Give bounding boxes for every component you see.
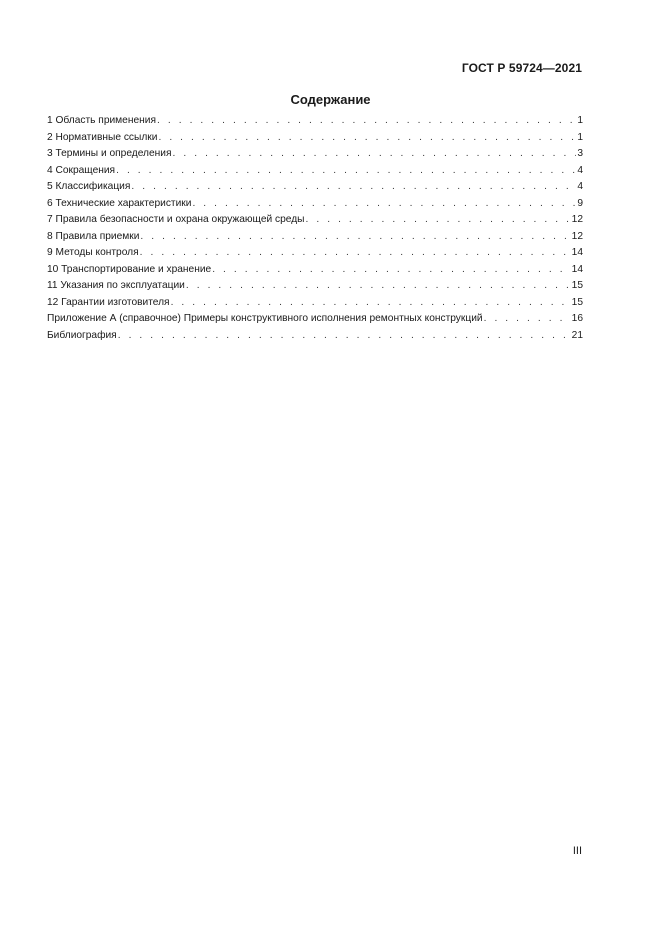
toc-entry-label: 6 Технические характеристики xyxy=(47,197,192,209)
toc-entry[interactable] xyxy=(47,262,583,279)
toc-entry-page: 1 xyxy=(577,115,583,126)
toc-entry-label: 5 Классификация xyxy=(47,181,131,192)
page-number: III xyxy=(572,845,582,857)
toc-entry-label: 2 Нормативные ссылки xyxy=(47,131,158,143)
toc-entry-page: 15 xyxy=(571,296,583,308)
toc-entry[interactable] xyxy=(47,278,583,295)
toc-entry-label: 9 Методы контроля xyxy=(47,247,139,258)
toc-entry-page: 21 xyxy=(571,329,583,341)
toc-entry[interactable] xyxy=(47,311,583,328)
table-of-contents xyxy=(47,113,583,344)
toc-entry-page: 3 xyxy=(577,148,583,159)
toc-entry[interactable] xyxy=(47,328,583,345)
toc-leader-dots xyxy=(172,146,576,163)
toc-entry-label: 10 Транспортирование и хранение xyxy=(47,263,212,275)
toc-leader-dots xyxy=(212,262,570,279)
toc-entry[interactable] xyxy=(47,163,583,180)
toc-leader-dots xyxy=(192,196,576,213)
toc-entry[interactable] xyxy=(47,146,583,163)
toc-leader-dots xyxy=(140,229,570,246)
toc-entry-page: 14 xyxy=(571,247,583,258)
document-code: ГОСТ Р 59724—2021 xyxy=(461,61,582,75)
toc-title: Содержание xyxy=(290,92,371,107)
toc-entry-label: 3 Термины и определения xyxy=(47,148,172,159)
toc-entry-page: 12 xyxy=(571,214,583,225)
toc-leader-dots xyxy=(118,328,571,345)
toc-entry[interactable] xyxy=(47,179,583,196)
toc-leader-dots xyxy=(305,212,570,229)
toc-leader-dots xyxy=(131,179,576,196)
toc-leader-dots xyxy=(157,113,576,130)
toc-entry-page: 14 xyxy=(571,263,583,275)
toc-entry-label: 1 Область применения xyxy=(47,115,156,126)
toc-entry-page: 4 xyxy=(577,181,583,192)
toc-entry-label: 7 Правила безопасности и охрана окружающей среды xyxy=(47,214,305,225)
toc-leader-dots xyxy=(116,163,576,180)
toc-entry-label: 8 Правила приемки xyxy=(47,230,140,242)
toc-leader-dots xyxy=(140,245,571,262)
toc-entry[interactable] xyxy=(47,245,583,262)
toc-entry-page: 16 xyxy=(571,313,583,324)
toc-entry-page: 15 xyxy=(571,280,583,291)
toc-entry-page: 9 xyxy=(577,197,583,209)
toc-entry-label: Приложение А (справочное) Примеры конструктивного исполнения ремонтных конструкций xyxy=(47,313,483,324)
toc-entry[interactable] xyxy=(47,229,583,246)
toc-entry-page: 12 xyxy=(571,230,583,242)
toc-leader-dots xyxy=(186,278,571,295)
toc-entry[interactable] xyxy=(47,295,583,312)
toc-entry-page: 1 xyxy=(577,131,583,143)
toc-leader-dots xyxy=(484,311,571,328)
toc-entry[interactable] xyxy=(47,113,583,130)
toc-leader-dots xyxy=(171,295,571,312)
toc-leader-dots xyxy=(158,130,576,147)
toc-entry[interactable] xyxy=(47,130,583,147)
toc-entry-label: 11 Указания по эксплуатации xyxy=(47,280,185,291)
toc-entry[interactable] xyxy=(47,196,583,213)
toc-entry[interactable] xyxy=(47,212,583,229)
toc-entry-label: 12 Гарантии изготовителя xyxy=(47,296,170,308)
toc-entry-label: 4 Сокращения xyxy=(47,164,116,176)
toc-entry-page: 4 xyxy=(577,164,583,176)
toc-entry-label: Библиография xyxy=(47,329,117,341)
